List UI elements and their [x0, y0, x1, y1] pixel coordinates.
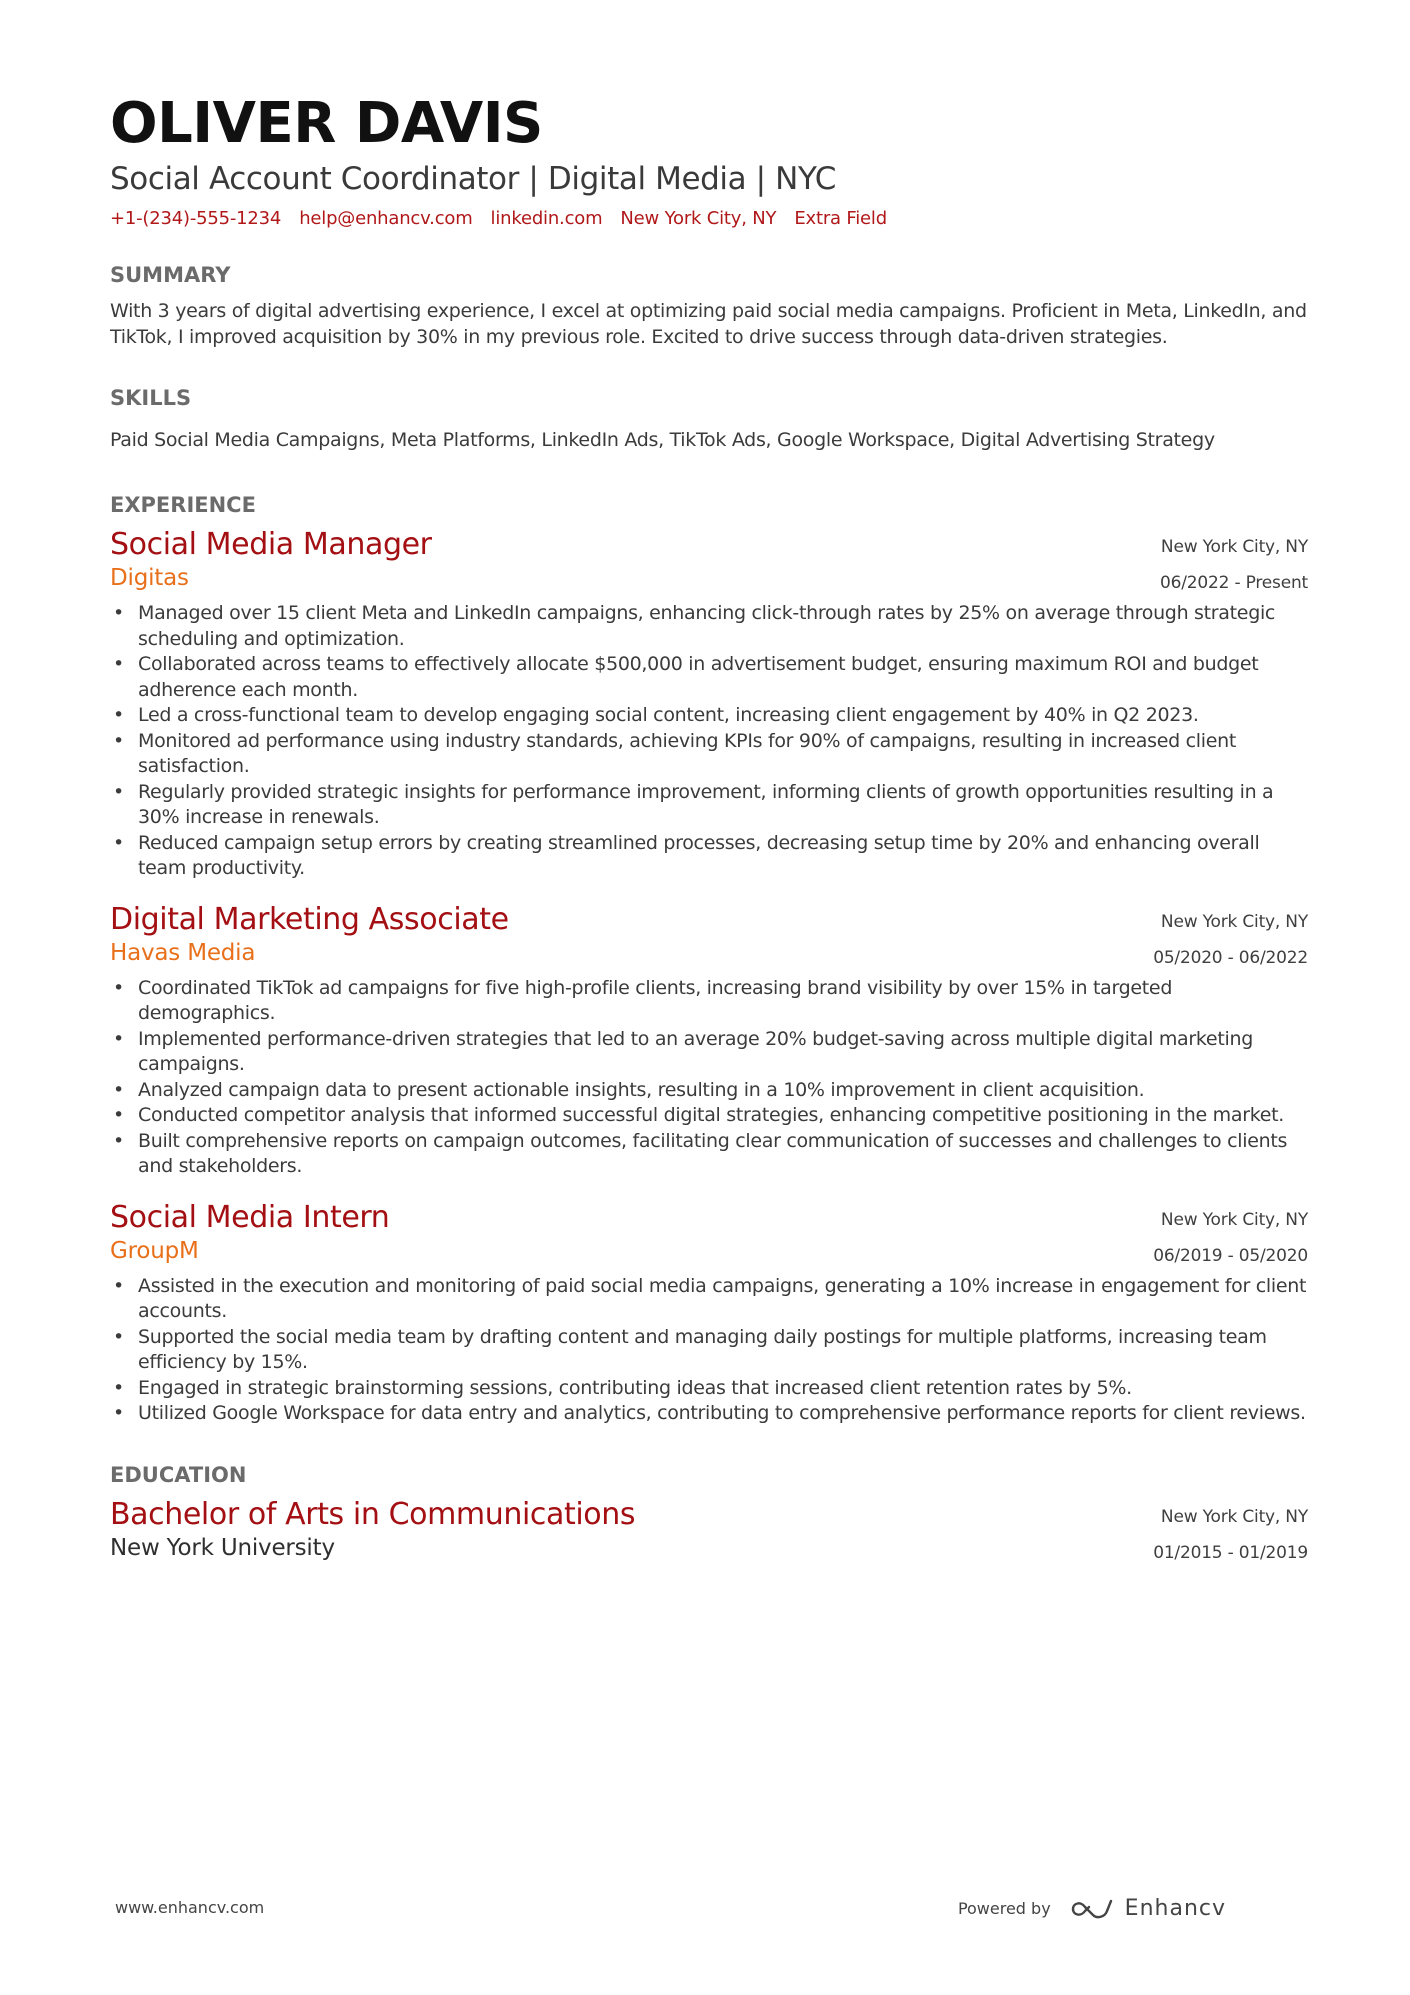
job-meta: [1153, 1202, 1308, 1274]
powered-by[interactable]: [958, 1896, 1226, 1921]
education-title: EDUCATION: [110, 1462, 247, 1487]
summary-text: With 3 years of digital advertising experience, I excel at optimizing paid social media campaigns. Proficient in Meta, LinkedIn, and TikTok, I improved acquisition by 30% in my previous role. Excited to drive success through data-driven strategies.: [110, 300, 1307, 349]
job-company: Digitas: [110, 565, 189, 592]
job-bullet: • Implemented performance-driven strategies that led to an average 20% budget-saving across multiple digital marketing campaigns.: [110, 1027, 1308, 1078]
skills-title: SKILLS: [110, 386, 192, 411]
job-bullets: [110, 601, 1308, 882]
powered-by-label: Powered by: [957, 1899, 1051, 1918]
experience-title: EXPERIENCE: [110, 493, 256, 518]
job-bullets: [110, 976, 1308, 1180]
skills-text: Paid Social Media Campaigns, Meta Platforms, LinkedIn Ads, TikTok Ads, Google Workspace, Digital Advertising Strategy: [110, 429, 1215, 452]
candidate-headline: Social Account Coordinator | Digital Media | NYC: [110, 161, 837, 197]
education-dates: 01/2015 - 01/2019: [1153, 1542, 1308, 1563]
contact-email[interactable]: help@enhancv.com: [299, 208, 473, 230]
job-bullet: • Led a cross-functional team to develop engaging social content, increasing client engagement by 40% in Q2 2023.: [110, 703, 1308, 729]
job-bullet: • Engaged in strategic brainstorming sessions, contributing ideas that increased client retention rates by 5%.: [110, 1376, 1308, 1402]
job-dates: 05/2020 - 06/2022: [1153, 947, 1308, 968]
education-location: New York City, NY: [1160, 1506, 1308, 1527]
brand-name: Enhancv: [1124, 1896, 1226, 1921]
job-header: [110, 527, 1308, 593]
job-meta: [1153, 904, 1308, 976]
contact-linkedin[interactable]: linkedin.com: [490, 208, 603, 230]
job-role: Social Media Intern: [110, 1199, 390, 1235]
job-location: New York City, NY: [1160, 537, 1308, 558]
job-bullet: • Coordinated TikTok ad campaigns for five high-profile clients, increasing brand visibility by over 15% in targeted demographics.: [110, 976, 1308, 1027]
experience-section: [110, 493, 1308, 1427]
job-entry: [110, 527, 1308, 882]
job-header: [110, 902, 1308, 968]
job-dates: 06/2022 - Present: [1160, 573, 1308, 594]
resume-header: [110, 91, 1308, 230]
job-meta: [1160, 529, 1308, 601]
job-company: Havas Media: [110, 939, 256, 966]
education-section: [110, 1463, 1308, 1563]
footer-url[interactable]: www.enhancv.com: [115, 1898, 265, 1917]
job-header: [110, 1200, 1308, 1266]
job-bullet: • Regularly provided strategic insights for performance improvement, informing clients of growth opportunities resulting in a 30% increase in renewals.: [110, 780, 1308, 831]
job-location: New York City, NY: [1160, 1209, 1308, 1230]
job-bullet: • Built comprehensive reports on campaign outcomes, facilitating clear communication of successes and challenges to clients and stakeholders.: [110, 1129, 1308, 1180]
job-company: GroupM: [110, 1237, 199, 1264]
job-role: Social Media Manager: [110, 527, 432, 563]
job-bullet: • Analyzed campaign data to present actionable insights, resulting in a 10% improvement in client acquisition.: [110, 1078, 1308, 1104]
education-entry: [110, 1497, 1308, 1563]
job-bullet: • Assisted in the execution and monitoring of paid social media campaigns, generating a 10% increase in engagement for client accounts.: [110, 1274, 1308, 1325]
job-dates: 06/2019 - 05/2020: [1153, 1245, 1308, 1266]
page-footer: [0, 1888, 1410, 1928]
job-location: New York City, NY: [1160, 911, 1308, 932]
job-role: Digital Marketing Associate: [110, 901, 509, 937]
job-bullet: • Managed over 15 client Meta and LinkedIn campaigns, enhancing click-through rates by 25% on average through strategic scheduling and optimization.: [110, 601, 1308, 652]
job-bullet: • Collaborated across teams to effectively allocate $500,000 in advertisement budget, ensuring maximum ROI and budget adherence each month.: [110, 652, 1308, 703]
contact-bar: [110, 208, 1308, 229]
summary-section: [110, 263, 1308, 350]
contact-location: New York City, NY: [620, 208, 777, 230]
education-degree: Bachelor of Arts in Communications: [110, 1496, 636, 1532]
resume-page: [110, 91, 1308, 1563]
job-bullet: • Conducted competitor analysis that informed successful digital strategies, enhancing competitive positioning in the market.: [110, 1103, 1308, 1129]
summary-title: SUMMARY: [110, 263, 231, 288]
job-bullets: [110, 1274, 1308, 1427]
education-header: [110, 1497, 1308, 1563]
job-bullet: • Monitored ad performance using industry standards, achieving KPIs for 90% of campaigns, resulting in increased client satisfaction.: [110, 729, 1308, 780]
education-meta: [1153, 1499, 1308, 1571]
enhancv-logo-icon: [1069, 1897, 1115, 1921]
brand: [1069, 1896, 1226, 1921]
skills-section: [110, 386, 1308, 453]
job-entry: [110, 1200, 1308, 1427]
job-bullet: • Reduced campaign setup errors by creating streamlined processes, decreasing setup time by 20% and enhancing overall team productivity.: [110, 831, 1308, 882]
job-bullet: • Supported the social media team by drafting content and managing daily postings for multiple platforms, increasing team efficiency by 15%.: [110, 1325, 1308, 1376]
candidate-name: OLIVER DAVIS: [110, 91, 543, 156]
job-bullet: • Utilized Google Workspace for data entry and analytics, contributing to comprehensive performance reports for client reviews.: [110, 1401, 1308, 1427]
contact-phone[interactable]: +1-(234)-555-1234: [110, 208, 282, 230]
contact-extra-field: Extra Field: [794, 208, 887, 230]
education-school: New York University: [110, 1534, 335, 1561]
job-entry: [110, 902, 1308, 1180]
